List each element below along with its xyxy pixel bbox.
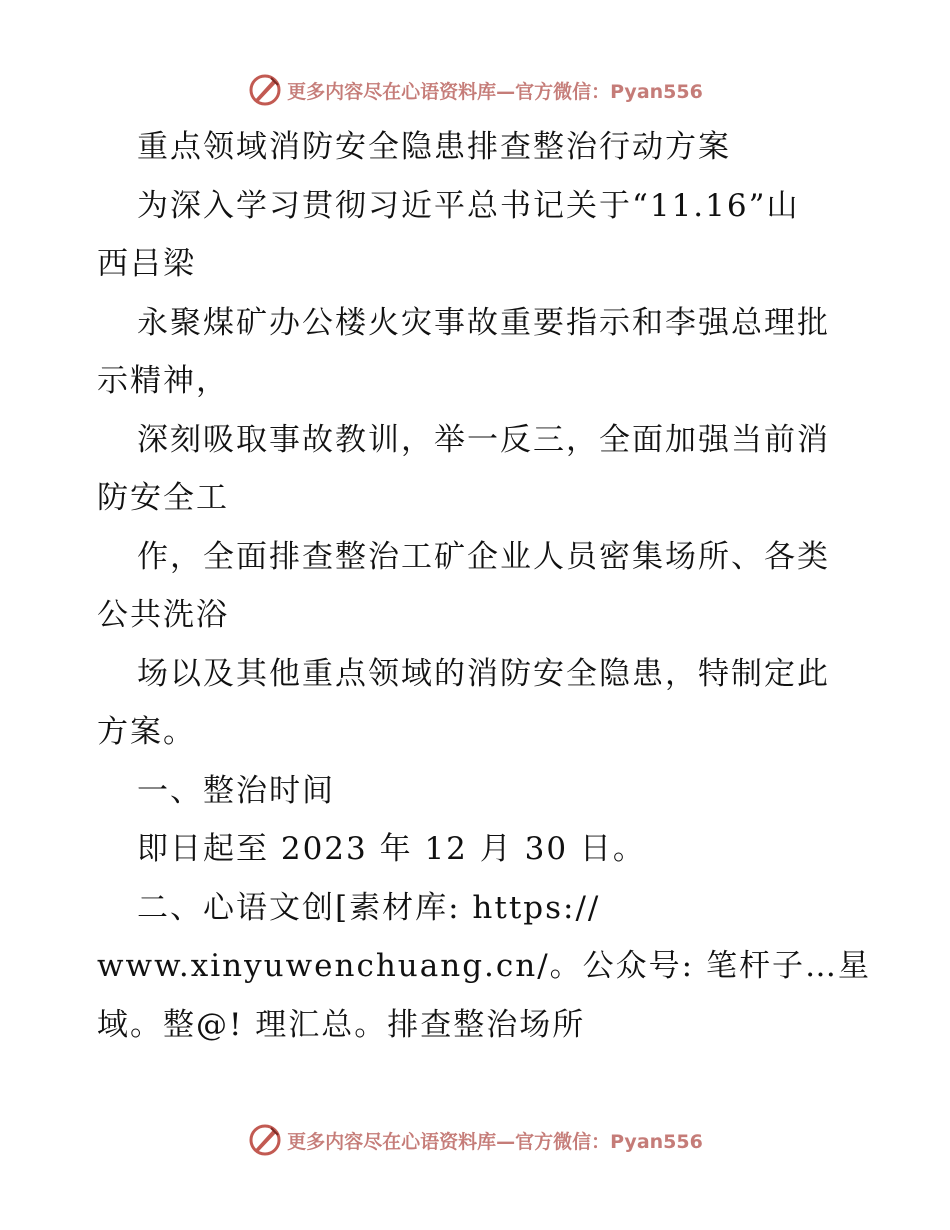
footer-watermark [0,1120,950,1160]
paragraph-line: 为深入学习贯彻习近平总书记关于“11.16”山 [137,187,800,224]
paragraph-line: 永聚煤矿办公楼火灾事故重要指示和李强总理批 [137,304,830,341]
header-watermark-text: 更多内容尽在心语资料库—官方微信：Pyan556 [287,80,703,103]
paragraph-line: 示精神， [97,363,229,399]
footer-watermark-text: 更多内容尽在心语资料库—官方微信：Pyan556 [287,1130,703,1153]
quill-pen-logo-icon [247,72,283,108]
header-watermark [0,70,950,110]
paragraph-line: 防安全工 [97,480,229,516]
paragraph-line: www.xinyuwenchuang.cn/。公众号: 笔杆子…星 [97,948,871,984]
section-heading: 二、心语文创[素材库: https:// [137,889,601,926]
document-body [97,118,871,1054]
document-title: 重点领域消防安全隐患排查整治行动方案 [137,129,731,165]
section-heading: 一、整治时间 [137,772,335,809]
paragraph-line: 作，全面排查整治工矿企业人员密集场所、各类 [137,538,830,575]
paragraph-line: 方案。 [97,714,196,750]
paragraph-line: 场以及其他重点领域的消防安全隐患，特制定此 [137,655,830,692]
paragraph-line: 深刻吸取事故教训，举一反三，全面加强当前消 [137,421,830,458]
quill-pen-logo-icon [247,1122,283,1158]
paragraph-line: 西吕梁 [97,246,196,282]
paragraph-line: 公共洗浴 [97,597,229,633]
paragraph-line: 域。整@! 理汇总。排查整治场所 [97,1006,586,1043]
paragraph-line: 即日起至 2023 年 12 月 30 日。 [137,831,646,867]
